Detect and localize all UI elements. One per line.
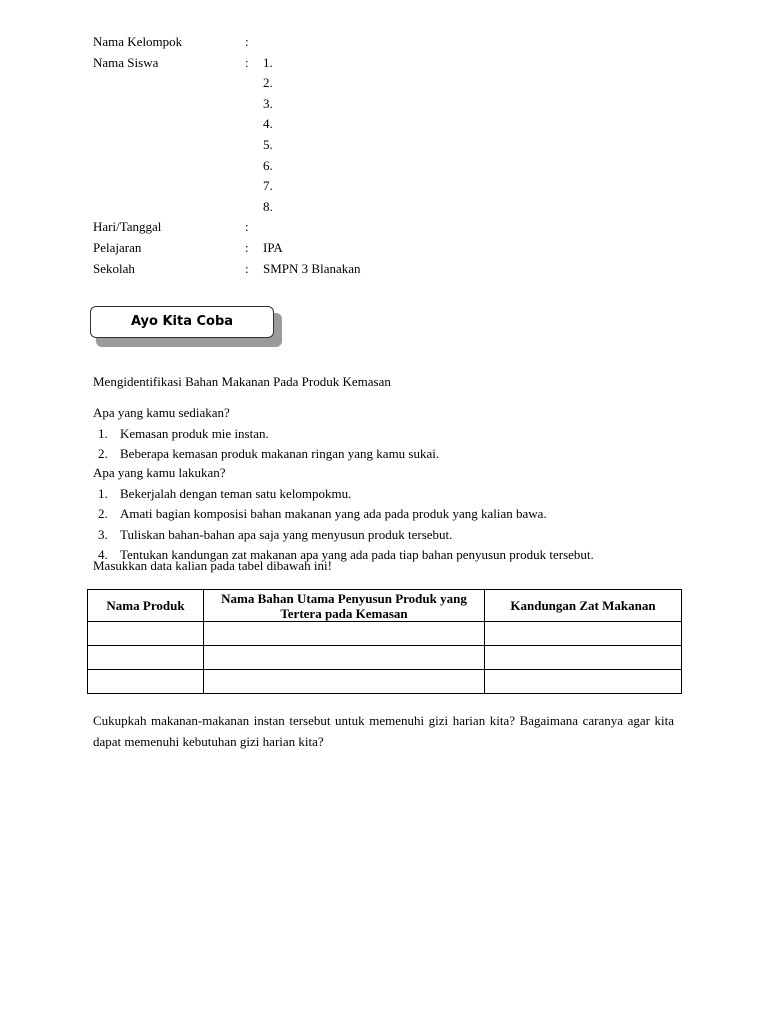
list-item (93, 504, 683, 525)
student-number: 5. (263, 136, 273, 152)
header-nama-produk: Nama Produk (88, 590, 204, 622)
table-row (88, 622, 682, 646)
activity-title-text: Mengidentifikasi Bahan Makanan Pada Produk Kemasan (93, 374, 391, 389)
student-number: 8. (263, 198, 273, 214)
sekolah-row (93, 259, 653, 280)
colon: : (245, 239, 249, 255)
final-question-text: Cukupkah makanan-makanan instan tersebut untuk memenuhi gizi harian kita? Bagaimana caranya agar kita dapat memenuhi kebutuhan gizi harian kita? (93, 713, 674, 749)
table-cell[interactable] (485, 670, 682, 694)
list-item (93, 484, 683, 505)
list-item (93, 424, 683, 445)
table-header-row (88, 590, 682, 622)
header-kandungan: Kandungan Zat Makanan (485, 590, 682, 622)
colon: : (245, 54, 249, 70)
item-number: 2. (98, 446, 108, 462)
item-text: Bekerjalah dengan teman satu kelompokmu. (120, 485, 352, 501)
student-number: 3. (263, 95, 273, 111)
student-number: 1. (263, 54, 273, 70)
tanggal-label: Hari/Tanggal (93, 219, 162, 235)
item-number: 2. (98, 506, 108, 522)
pelajaran-row (93, 238, 653, 259)
item-text: Tentukan kandungan zat makanan apa yang ada pada tiap bahan penyusun produk tersebut. (120, 547, 594, 563)
materials-question: Apa yang kamu sediakan? (93, 405, 230, 420)
table-cell[interactable] (485, 622, 682, 646)
materials-list (93, 424, 683, 465)
table-cell[interactable] (204, 646, 485, 670)
steps-section (93, 463, 683, 566)
item-text: Tuliskan bahan-bahan apa saja yang menyusun produk tersebut. (120, 526, 453, 542)
table-intro (93, 556, 683, 577)
siswa-label: Nama Siswa (93, 54, 159, 70)
table-cell[interactable] (88, 646, 204, 670)
student-number: 6. (263, 157, 273, 173)
tanggal-row (93, 217, 653, 238)
siswa-row (93, 53, 653, 74)
student-number: 7. (263, 178, 273, 194)
student-number: 2. (263, 75, 273, 91)
table-row (88, 670, 682, 694)
student-number: 4. (263, 116, 273, 132)
sekolah-label: Sekolah (93, 260, 135, 276)
item-number: 3. (98, 526, 108, 542)
item-number: 4. (98, 547, 108, 563)
table-cell[interactable] (485, 646, 682, 670)
student-number-list (263, 73, 653, 217)
header-nama-bahan: Nama Bahan Utama Penyusun Produk yang Tertera pada Kemasan (204, 590, 485, 622)
item-text: Amati bagian komposisi bahan makanan yang ada pada produk yang kalian bawa. (120, 506, 547, 522)
table-cell[interactable] (204, 622, 485, 646)
table-cell[interactable] (204, 670, 485, 694)
list-item (93, 525, 683, 546)
item-number: 1. (98, 425, 108, 441)
item-number: 1. (98, 485, 108, 501)
table-cell[interactable] (88, 670, 204, 694)
ayo-kita-coba-banner (90, 306, 282, 348)
banner-label: Ayo Kita Coba (90, 306, 274, 338)
table-intro-text: Masukkan data kalian pada tabel dibawah ini! (93, 558, 332, 573)
colon: : (245, 34, 249, 49)
tanggal-value (263, 217, 653, 238)
kelompok-label: Nama Kelompok (93, 34, 183, 49)
final-question (93, 711, 674, 752)
colon: : (245, 260, 249, 276)
activity-title (93, 372, 683, 393)
list-item (93, 444, 683, 465)
steps-list (93, 484, 683, 566)
identity-block (93, 32, 653, 279)
item-text: Beberapa kemasan produk makanan ringan yang kamu sukai. (120, 446, 440, 462)
table-cell[interactable] (88, 622, 204, 646)
table-row (88, 646, 682, 670)
materials-section (93, 403, 683, 465)
pelajaran-value: IPA (263, 239, 283, 255)
sekolah-value: SMPN 3 Blanakan (263, 260, 361, 276)
item-text: Kemasan produk mie instan. (120, 425, 269, 441)
steps-question: Apa yang kamu lakukan? (93, 465, 226, 480)
kelompok-row (93, 32, 653, 53)
data-table (87, 589, 682, 694)
kelompok-value (263, 32, 653, 53)
colon: : (245, 219, 249, 235)
pelajaran-label: Pelajaran (93, 239, 142, 255)
